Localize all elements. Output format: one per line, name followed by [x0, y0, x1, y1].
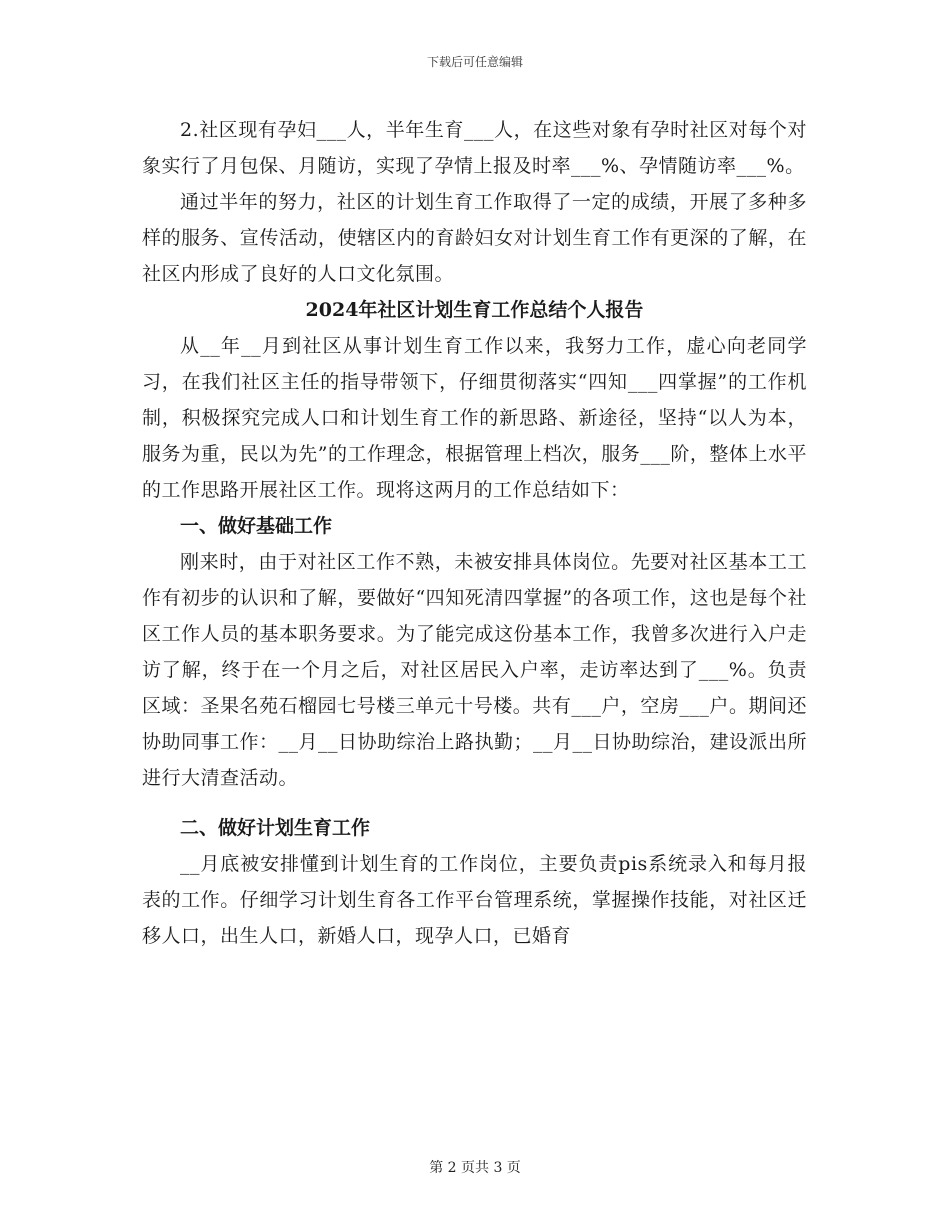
section-heading-basic-work: 一、做好基础工作 [180, 515, 333, 537]
paragraph-half-year-summary: 通过半年的努力，社区的计划生育工作取得了一定的成绩，开展了多种多样的服务、宣传活动，使辖区内的育龄妇女对计划生育工作有更深的了解，在社区内形成了良好的人口文化氛围。 [142, 191, 807, 285]
document-body [142, 112, 807, 954]
section-heading-family-planning: 二、做好计划生育工作 [180, 817, 371, 839]
paragraph-family-planning: __月底被安排懂到计划生育的工作岗位，主要负责pis系统录入和每月报表的工作。仔细学习计划生育各工作平台管理系统，掌握操作技能，对社区迁移人口，出生人口，新婚人口，现孕人口，已婚育 [142, 853, 807, 947]
paragraph-basic-work: 刚来时，由于对社区工作不熟，未被安排具体岗位。先要对社区基本工工作有初步的认识和了解，要做好“四知死清四掌握”的各项工作，这也是每个社区工作人员的基本职务要求。为了能完成这份基本工作，我曾多次进行入户走访了解，终于在一个月之后，对社区居民入户率，走访率达到了___%。负责区域：圣果名苑石榴园七号楼三单元十号楼。共有___户，空房___户。期间还协助同事工作：__月__日协助综治上路执勤；__月__日协助综治，建设派出所进行大清查活动。 [142, 551, 808, 789]
page-footer: 第 2 页共 3 页 [429, 1160, 521, 1176]
page-header: 下载后可任意编辑 [426, 55, 523, 69]
report-title: 2024年社区计划生育工作总结个人报告 [305, 299, 644, 321]
paragraph-pregnancy-stats: 2.社区现有孕妇___人，半年生育___人，在这些对象有孕时社区对每个对象实行了月包保、月随访，实现了孕情上报及时率___%、孕情随访率___%。 [142, 119, 807, 177]
paragraph-introduction: 从__年__月到社区从事计划生育工作以来，我努力工作，虚心向老同学习，在我们社区主任的指导带领下，仔细贯彻落实“四知___四掌握”的工作机制，积极探究完成人口和计划生育工作的新思路、新途径，坚持“以人为本，服务为重，民以为先”的工作理念，根据管理上档次，服务___阶，整体上水平的工作思路开展社区工作。现将这两月的工作总结如下： [142, 335, 807, 501]
